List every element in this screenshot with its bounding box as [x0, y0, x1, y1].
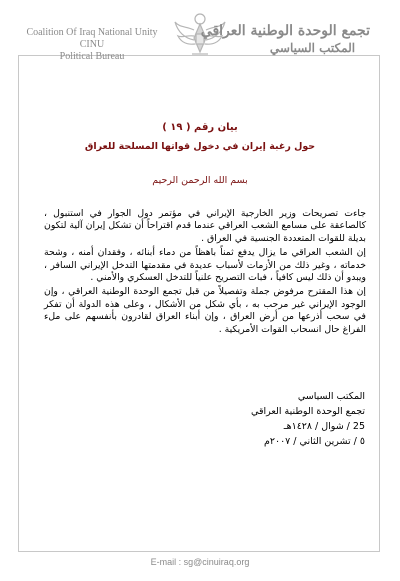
english-header-line-acronym: CINU	[79, 39, 105, 50]
signature-block	[150, 389, 365, 449]
basmala: بسم الله الرحمن الرحيم	[152, 175, 248, 186]
arabic-header-line-bureau: المكتب السياسي	[269, 41, 356, 55]
arabic-header-line-org: تجمع الوحدة الوطنية العراقي	[200, 23, 370, 39]
arabic-header	[200, 22, 370, 56]
body-paragraph-1: جاءت تصريحات وزير الخارجية الإيراني في مؤتمر دول الجوار في استنبول ، كالصاعقة على مسامع الشعب العراقي عندما قدم اقتراحاً أن تشكل إيران آلية لتكون بديلة للقوات المتعددة الجنسية في العراق .	[44, 208, 366, 244]
english-header	[22, 27, 162, 63]
signature-gregorian-date: ٥ / تشرين الثاني / ٢٠٠٧م	[263, 436, 365, 447]
statement-body	[44, 208, 366, 336]
body-paragraph-3: إن هذا المقترح مرفوض جملة وتفصيلاً من قبل تجمع الوحدة الوطنية العراقي ، وإن الوجود الإيراني غير مرحب به ، بأي شكل من الأشكال ، وعلى هذه الدولة أن تفكر في سحب أذرعها من أرض العراق ، وإن أبناء العراق لقادرون بأنفسهم على ملء الفراغ حال انسحاب القوات الأمريكية .	[44, 286, 366, 335]
signature-hijri-date: 25 / شوال / ١٤٢٨هـ	[283, 421, 365, 432]
statement-title: حول رغبة إيران في دخول قواتها المسلحة للعراق	[84, 141, 316, 152]
english-header-line-bureau: Political Bureau	[59, 51, 125, 62]
signature-organization: تجمع الوحدة الوطنية العراقي	[251, 406, 365, 417]
english-header-line-org: Coalition Of Iraq National Unity	[26, 27, 158, 38]
footer-email[interactable]: E-mail : sg@cinuiraq.org	[150, 557, 250, 567]
statement-number: بيان رقم ( ١٩ )	[162, 122, 238, 133]
body-paragraph-2: إن الشعب العراقي ما يزال يدفع ثمناً باهظاً من دماء أبنائه ، وفقدان أمنه ، وشحة خدماته ، وغير ذلك من الأزمات لأسباب عديدة في مقدمتها التدخل الإيراني السافر ، ويبدو أن ذلك ليس كافياً ، فبات التصريح علنياً للتدخل العسكري والأمني .	[44, 247, 366, 284]
signature-office: المكتب السياسي	[297, 391, 365, 402]
